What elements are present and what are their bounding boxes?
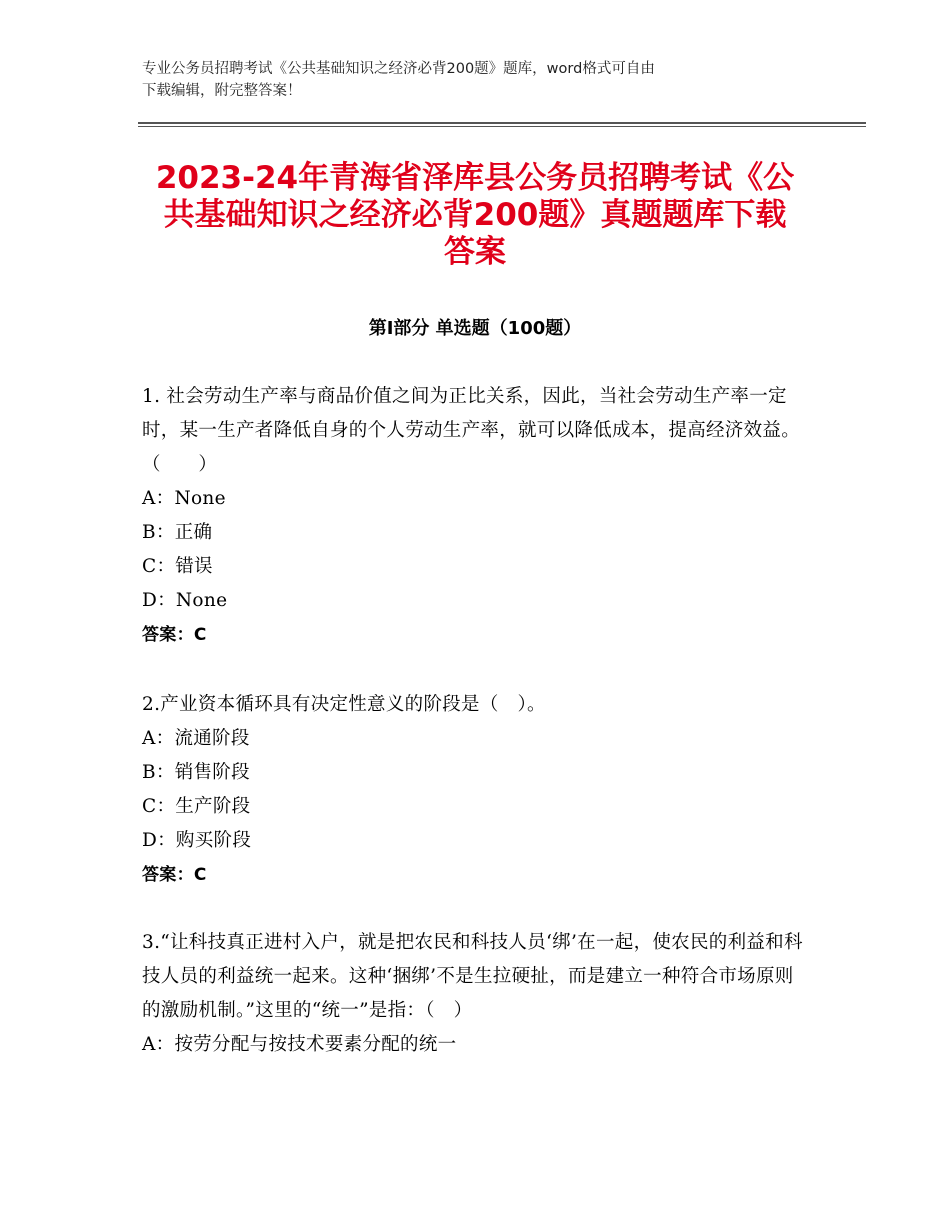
answer: 答案：C (142, 625, 207, 645)
option-c: C：错误 (142, 556, 213, 577)
option-d: D：购买阶段 (142, 830, 252, 851)
header-rule (138, 122, 866, 124)
question-2 (142, 688, 812, 892)
option-d: D：None (142, 590, 228, 611)
question-stem: 3.“让科技真正进村入户，就是把农民和科技人员‘绑’在一起，使农民的利益和科技人员的利益统一起来。这种‘捆绑’不是生拉硬扯，而是建立一种符合市场原则的激励机制。”这里的“统一”是指：（ ） (142, 932, 803, 1021)
question-3 (142, 926, 812, 1062)
answer: 答案：C (142, 865, 207, 885)
option-b: B：正确 (142, 522, 213, 543)
option-a: A：流通阶段 (142, 728, 250, 749)
option-a: A：按劳分配与按技术要素分配的统一 (142, 1034, 457, 1055)
section-heading: 第Ⅰ部分 单选题（100题） (368, 318, 582, 339)
header-rule-thin (138, 126, 866, 127)
header-note: 专业公务员招聘考试《公共基础知识之经济必背200题》题库，word格式可自由 下载编辑，附完整答案！ (142, 61, 655, 99)
option-c: C：生产阶段 (142, 796, 251, 817)
question-1 (142, 380, 812, 652)
document-title: 2023-24年青海省泽库县公务员招聘考试《公共基础知识之经济必背200题》真题题库下载答案 (155, 160, 795, 270)
option-b: B：销售阶段 (142, 762, 250, 783)
question-stem: 2.产业资本循环具有决定性意义的阶段是（ ）。 (142, 694, 546, 715)
option-a: A：None (142, 488, 226, 509)
question-stem: 1. 社会劳动生产率与商品价值之间为正比关系，因此，当社会劳动生产率一定时，某一生产者降低自身的个人劳动生产率，就可以降低成本，提高经济效益。（ ） (142, 386, 801, 475)
